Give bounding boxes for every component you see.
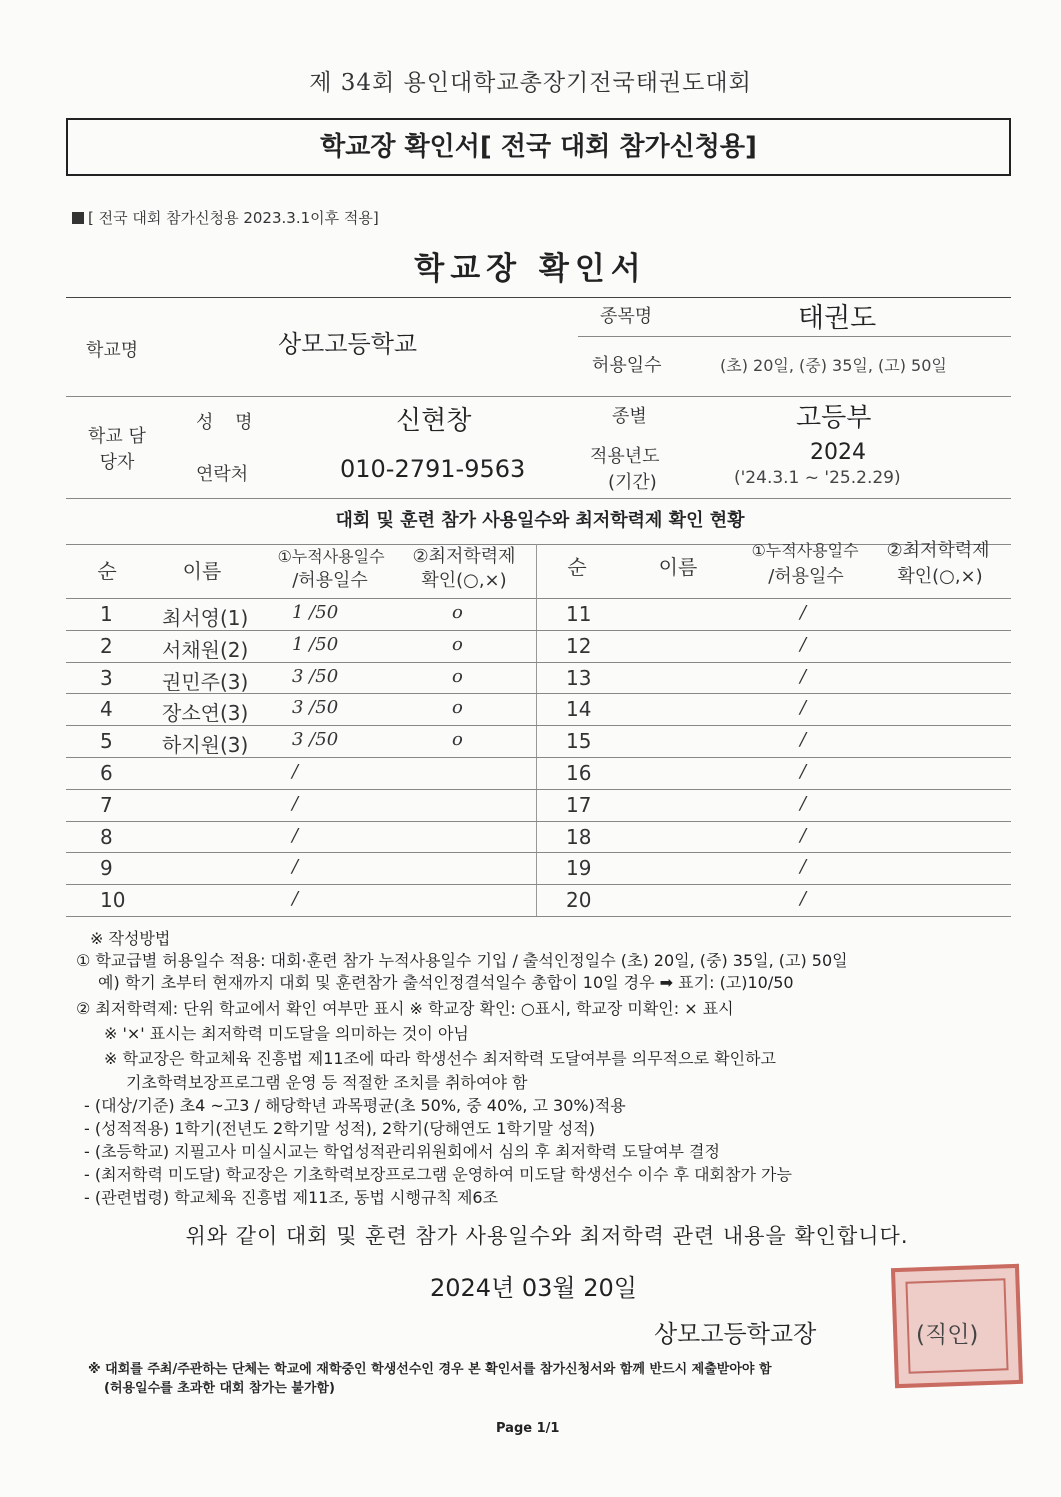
note-line: - (성적적용) 1학기(전년도 2학기말 성적), 2학기(당해연도 1학기말 성적) <box>84 1119 596 1138</box>
row-days: / <box>292 761 299 782</box>
col-check-header-right-1: ②최저학력제 <box>886 540 990 561</box>
note-line: ※ '×' 표시는 최저학력 미도달을 의미하는 것이 아님 <box>104 1024 469 1043</box>
year-value: 2024 <box>810 440 866 465</box>
apply-note <box>72 207 379 228</box>
square-bullet-icon <box>72 212 84 224</box>
boxed-title: 학교장 확인서[ 전국 대회 참가신청용] <box>66 118 1011 176</box>
allowed-days-value: (초) 20일, (중) 35일, (고) 50일 <box>720 356 947 375</box>
footer-note-2: (허용일수를 초과한 대회 참가는 불가함) <box>104 1381 335 1396</box>
table-divider <box>536 544 537 916</box>
table-caption: 대회 및 훈련 참가 사용일수와 최저학력제 확인 현황 <box>335 510 745 531</box>
table-row-rule <box>66 821 1011 822</box>
col-check-header-2: 확인(○,×) <box>421 570 507 591</box>
table-bottom-rule <box>66 916 1011 917</box>
row-name: 장소연(3) <box>162 701 249 726</box>
document-title: 학교장 확인서 <box>414 251 647 287</box>
col-name-header: 이름 <box>182 559 222 583</box>
row-days: / <box>292 792 299 814</box>
row-check: o <box>452 729 463 751</box>
table-header-rule <box>66 598 1011 599</box>
name-label: 성 명 <box>196 412 261 433</box>
row-number: 16 <box>566 761 592 785</box>
row-number: 17 <box>566 792 592 817</box>
note-line: ① 학교급별 허용일수 적용: 대회·훈련 참가 누적사용일수 기입 / 출석인정일수 (초) 20일, (중) 35일, (고) 50일 <box>76 951 848 970</box>
period-value: ('24.3.1 ~ '25.2.29) <box>734 468 901 488</box>
row-number: 6 <box>100 761 113 785</box>
row-days: / <box>800 633 807 655</box>
col-days-header-right-2: /허용일수 <box>768 566 844 587</box>
row-number: 14 <box>566 697 592 722</box>
sport-label: 종목명 <box>600 306 653 327</box>
row-days: / <box>800 602 807 623</box>
division-value: 고등부 <box>796 403 872 433</box>
row-number: 13 <box>566 665 592 690</box>
row-days: 3 /50 <box>292 729 339 751</box>
table-row-rule <box>66 884 1011 885</box>
sport-value: 태권도 <box>798 303 877 334</box>
table-row-rule <box>66 789 1011 790</box>
row-check: o <box>452 665 463 687</box>
row-days: / <box>800 792 807 814</box>
note-line: ※ 학교장은 학교체육 진흥법 제11조에 따라 학생선수 최저학력 도달여부를 의무적으로 확인하고 <box>104 1049 776 1068</box>
row-days: / <box>292 824 299 846</box>
row-number: 4 <box>100 697 113 722</box>
row-days: 3 /50 <box>292 697 339 719</box>
allowed-days-label: 허용일수 <box>592 355 662 376</box>
info-rule <box>578 336 1011 337</box>
row-days: / <box>800 856 807 878</box>
row-number: 3 <box>100 665 113 690</box>
row-days: 3 /50 <box>292 665 339 687</box>
row-days: / <box>800 761 807 782</box>
row-number: 5 <box>100 729 113 754</box>
manager-label: 학교 담당자 <box>88 426 146 473</box>
row-number: 12 <box>566 633 592 658</box>
manager-name: 신현창 <box>396 406 472 436</box>
year-sub-label: (기간) <box>608 472 657 493</box>
school-label: 학교명 <box>86 340 139 361</box>
row-name: 최서영(1) <box>162 606 249 630</box>
contact-label: 연락처 <box>196 464 249 485</box>
row-days: / <box>292 856 299 878</box>
row-number: 18 <box>566 824 592 849</box>
row-name: 하지원(3) <box>162 733 249 758</box>
date: 2024년 03월 20일 <box>430 1274 637 1302</box>
col-days-header-1: ①누적사용일수 <box>277 547 385 566</box>
row-number: 8 <box>100 824 113 849</box>
row-check: o <box>452 697 463 719</box>
row-days: / <box>292 888 299 910</box>
info-rule <box>66 498 1011 499</box>
row-days: / <box>800 888 807 910</box>
note-line: - (대상/기준) 초4 ~고3 / 해당학년 과목평균(초 50%, 중 40%, 고 30%)적용 <box>84 1096 626 1115</box>
row-number: 15 <box>566 729 592 754</box>
contact-value: 010-2791-9563 <box>340 455 526 483</box>
row-days: 1 /50 <box>292 633 339 655</box>
row-number: 1 <box>100 602 113 626</box>
row-check: o <box>452 602 463 623</box>
note-line: 기초학력보장프로그램 운영 등 적절한 조치를 취하여야 함 <box>126 1073 528 1092</box>
row-name: 서채원(2) <box>162 637 249 662</box>
col-check-header-right-2: 확인(○,×) <box>897 566 983 587</box>
row-days: 1 /50 <box>292 602 339 623</box>
row-check: o <box>452 633 463 655</box>
col-no-header-right: 순 <box>567 555 587 579</box>
principal-name: 상모고등학교장 <box>654 1320 817 1348</box>
col-days-header-2: /허용일수 <box>292 570 368 591</box>
row-days: / <box>800 665 807 687</box>
note-line: - (초등학교) 지필고사 미실시교는 학업성적관리위원회에서 심의 후 최저학력 도달여부 결정 <box>84 1142 720 1161</box>
division-label: 종별 <box>612 406 647 427</box>
row-number: 2 <box>100 633 113 658</box>
col-check-header-1: ②최저학력제 <box>412 546 516 567</box>
row-days: / <box>800 824 807 846</box>
page-number: Page 1/1 <box>496 1421 560 1436</box>
row-days: / <box>800 729 807 751</box>
event-title: 제 34회 용인대학교총장기전국태권도대회 <box>309 70 752 96</box>
col-days-header-right-1: ①누적사용일수 <box>751 541 859 560</box>
row-name: 권민주(3) <box>162 669 249 694</box>
footer-note-1: ※ 대회를 주최/주관하는 단체는 학교에 재학중인 학생선수인 경우 본 확인서를 참가신청서와 함께 반드시 제출받아야 함 <box>88 1362 772 1377</box>
note-line: - (최저학력 미도달) 학교장은 기초학력보장프로그램 운영하여 미도달 학생선수 이수 후 대회참가 가능 <box>84 1165 792 1184</box>
seal-label: (직인) <box>916 1322 979 1348</box>
row-number: 9 <box>100 856 113 881</box>
row-number: 7 <box>100 792 113 817</box>
year-label: 적용년도 <box>590 446 660 467</box>
confirm-statement: 위와 같이 대회 및 훈련 참가 사용일수와 최저학력 관련 내용을 확인합니다. <box>185 1224 909 1248</box>
row-number: 20 <box>566 888 592 913</box>
row-number: 10 <box>100 888 126 913</box>
col-name-header-right: 이름 <box>658 555 698 579</box>
col-no-header: 순 <box>97 559 117 583</box>
note-line: - (관련법령) 학교체육 진흥법 제11조, 동법 시행규칙 제6조 <box>84 1188 499 1207</box>
school-name: 상모고등학교 <box>278 330 418 358</box>
row-number: 19 <box>566 856 592 881</box>
notes-heading: ※ 작성방법 <box>90 929 171 948</box>
note-line: ② 최저학력제: 단위 학교에서 확인 여부만 표시 ※ 학교장 확인: ○표시, 학교장 미확인: × 표시 <box>76 999 734 1018</box>
note-line: 예) 학기 초부터 현재까지 대회 및 훈련참가 출석인정결석일수 총합이 10일 경우 ➡ 표기: (고)10/50 <box>98 973 794 992</box>
table-row-rule <box>66 852 1011 853</box>
row-days: / <box>800 697 807 719</box>
row-number: 11 <box>566 602 592 626</box>
apply-note-text: [ 전국 대회 참가신청용 2023.3.1이후 적용] <box>88 209 379 227</box>
